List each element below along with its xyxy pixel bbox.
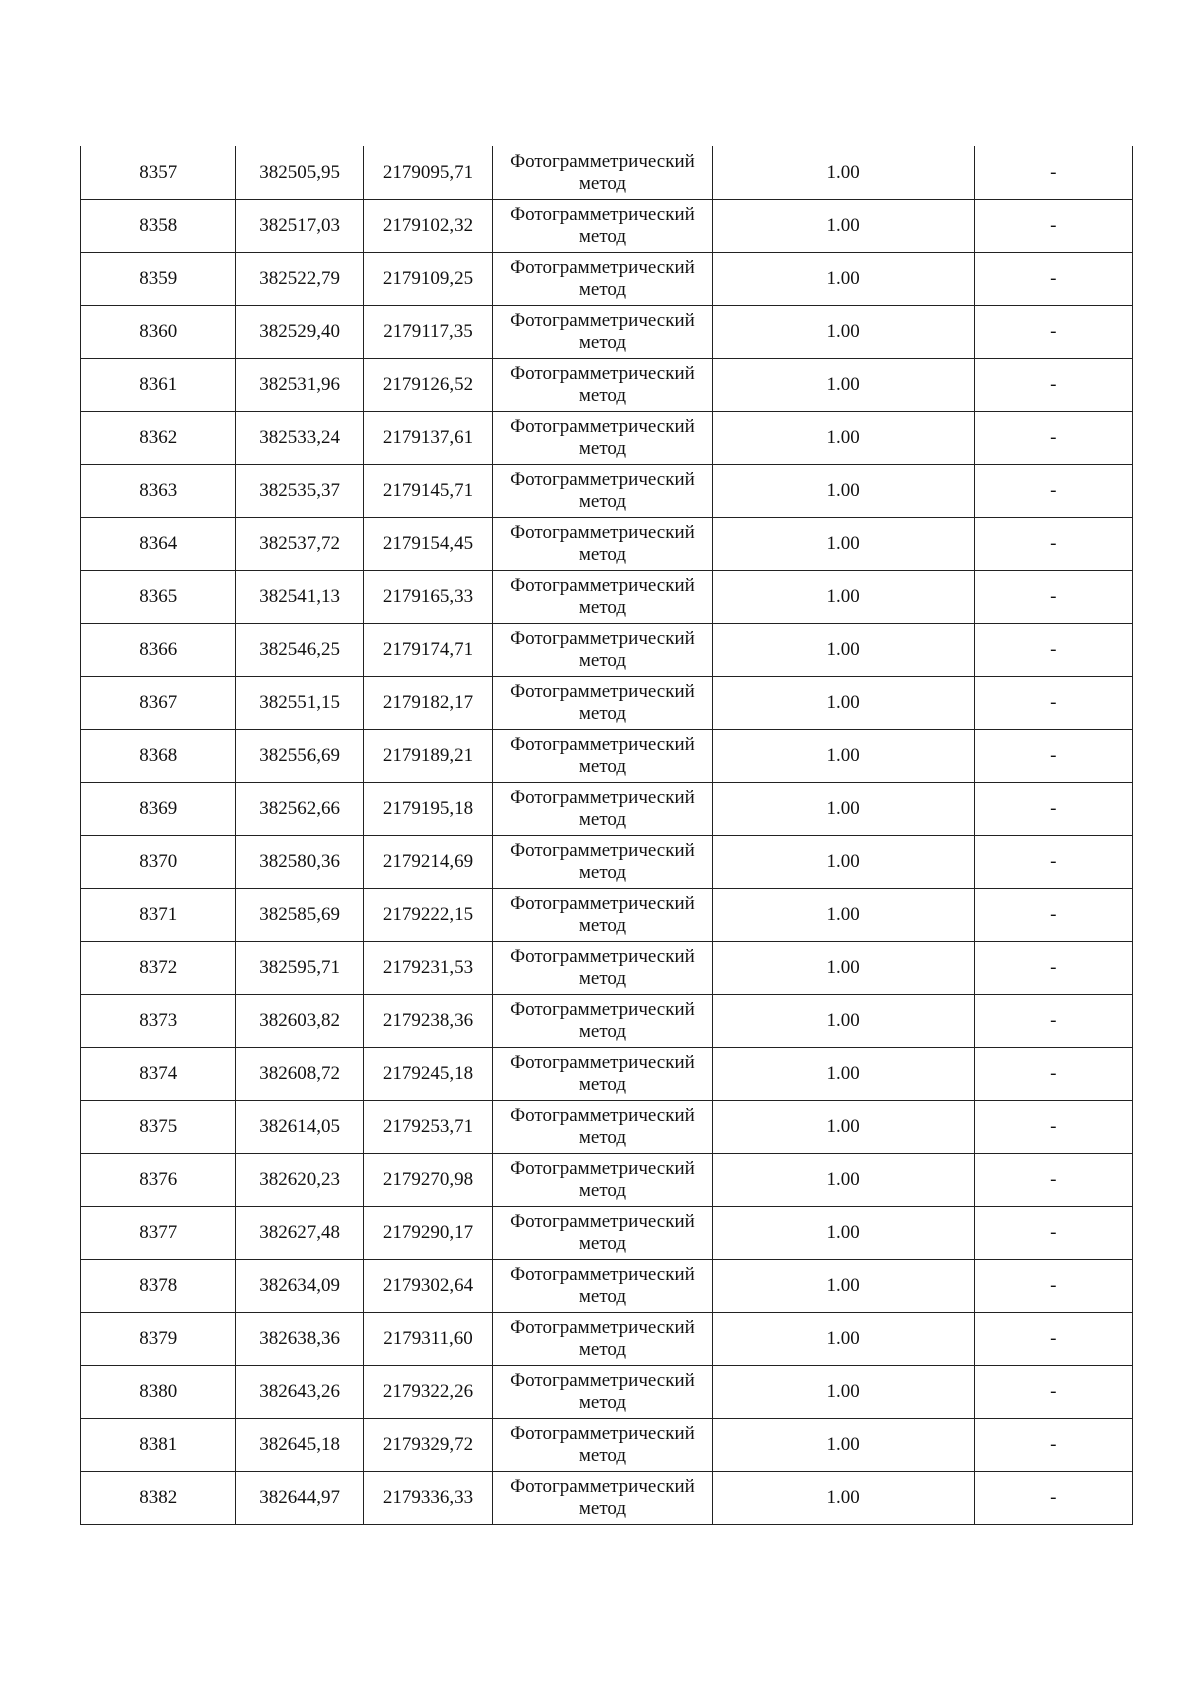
description-cell: - (974, 412, 1132, 465)
description-cell: - (974, 571, 1132, 624)
point-number-cell: 8369 (81, 783, 236, 836)
method-cell (493, 359, 713, 412)
y-coordinate-cell: 2179290,17 (363, 1207, 492, 1260)
method-line-2: метод (578, 1233, 627, 1254)
method-line-2: метод (578, 809, 627, 830)
table-row (81, 995, 1133, 1048)
table-row (81, 1313, 1133, 1366)
method-cell (493, 1154, 713, 1207)
point-number-cell: 8375 (81, 1101, 236, 1154)
accuracy-cell: 1.00 (712, 518, 974, 571)
method-line-1: Фотограмметрический (510, 1264, 695, 1285)
table-row (81, 1101, 1133, 1154)
accuracy-cell: 1.00 (712, 146, 974, 200)
method-cell (493, 146, 713, 200)
x-coordinate-cell: 382595,71 (236, 942, 363, 995)
method-cell (493, 995, 713, 1048)
description-cell: - (974, 1048, 1132, 1101)
x-coordinate-cell: 382627,48 (236, 1207, 363, 1260)
table-row (81, 836, 1133, 889)
y-coordinate-cell: 2179329,72 (363, 1419, 492, 1472)
method-line-2: метод (578, 544, 627, 565)
accuracy-cell: 1.00 (712, 465, 974, 518)
method-line-1: Фотограмметрический (510, 204, 695, 225)
point-number-cell: 8357 (81, 146, 236, 200)
point-number-cell: 8381 (81, 1419, 236, 1472)
method-line-2: метод (578, 172, 627, 194)
method-line-1: Фотограмметрический (510, 1158, 695, 1179)
point-number-cell: 8371 (81, 889, 236, 942)
point-number-cell: 8363 (81, 465, 236, 518)
x-coordinate-cell: 382551,15 (236, 677, 363, 730)
method-line-2: метод (578, 915, 627, 936)
y-coordinate-cell: 2179222,15 (363, 889, 492, 942)
point-number-cell: 8359 (81, 253, 236, 306)
table-row (81, 1419, 1133, 1472)
accuracy-cell: 1.00 (712, 253, 974, 306)
method-line-2: метод (578, 279, 627, 300)
x-coordinate-cell: 382537,72 (236, 518, 363, 571)
description-cell: - (974, 1419, 1132, 1472)
accuracy-cell: 1.00 (712, 1419, 974, 1472)
method-line-2: метод (578, 703, 627, 724)
y-coordinate-cell: 2179145,71 (363, 465, 492, 518)
table-row (81, 518, 1133, 571)
accuracy-cell: 1.00 (712, 1101, 974, 1154)
method-cell (493, 677, 713, 730)
table-row (81, 624, 1133, 677)
method-cell (493, 465, 713, 518)
point-number-cell: 8379 (81, 1313, 236, 1366)
method-line-1: Фотограмметрический (510, 150, 695, 172)
y-coordinate-cell: 2179336,33 (363, 1472, 492, 1525)
point-number-cell: 8367 (81, 677, 236, 730)
point-number-cell: 8362 (81, 412, 236, 465)
y-coordinate-cell: 2179137,61 (363, 412, 492, 465)
y-coordinate-cell: 2179311,60 (363, 1313, 492, 1366)
x-coordinate-cell: 382562,66 (236, 783, 363, 836)
point-number-cell: 8366 (81, 624, 236, 677)
accuracy-cell: 1.00 (712, 571, 974, 624)
y-coordinate-cell: 2179109,25 (363, 253, 492, 306)
y-coordinate-cell: 2179182,17 (363, 677, 492, 730)
method-line-1: Фотограмметрический (510, 893, 695, 914)
accuracy-cell: 1.00 (712, 836, 974, 889)
point-number-cell: 8380 (81, 1366, 236, 1419)
method-line-2: метод (578, 968, 627, 989)
point-number-cell: 8368 (81, 730, 236, 783)
accuracy-cell: 1.00 (712, 1260, 974, 1313)
method-line-2: метод (578, 1074, 627, 1095)
description-cell: - (974, 836, 1132, 889)
table-row (81, 942, 1133, 995)
y-coordinate-cell: 2179154,45 (363, 518, 492, 571)
method-cell (493, 1419, 713, 1472)
point-number-cell: 8364 (81, 518, 236, 571)
accuracy-cell: 1.00 (712, 1366, 974, 1419)
method-cell (493, 942, 713, 995)
method-line-1: Фотограмметрический (510, 681, 695, 702)
accuracy-cell: 1.00 (712, 200, 974, 253)
accuracy-cell: 1.00 (712, 624, 974, 677)
method-cell (493, 1048, 713, 1101)
accuracy-cell: 1.00 (712, 1154, 974, 1207)
accuracy-cell: 1.00 (712, 942, 974, 995)
y-coordinate-cell: 2179102,32 (363, 200, 492, 253)
x-coordinate-cell: 382546,25 (236, 624, 363, 677)
accuracy-cell: 1.00 (712, 412, 974, 465)
y-coordinate-cell: 2179165,33 (363, 571, 492, 624)
x-coordinate-cell: 382505,95 (236, 146, 363, 200)
accuracy-cell: 1.00 (712, 889, 974, 942)
accuracy-cell: 1.00 (712, 677, 974, 730)
method-line-1: Фотограмметрический (510, 734, 695, 755)
y-coordinate-cell: 2179238,36 (363, 995, 492, 1048)
point-number-cell: 8378 (81, 1260, 236, 1313)
table-row (81, 677, 1133, 730)
point-number-cell: 8374 (81, 1048, 236, 1101)
y-coordinate-cell: 2179095,71 (363, 146, 492, 200)
table-row (81, 1366, 1133, 1419)
method-line-1: Фотограмметрический (510, 946, 695, 967)
method-line-2: метод (578, 862, 627, 883)
method-line-1: Фотограмметрический (510, 1370, 695, 1391)
description-cell: - (974, 624, 1132, 677)
x-coordinate-cell: 382643,26 (236, 1366, 363, 1419)
table-row (81, 359, 1133, 412)
method-line-1: Фотограмметрический (510, 310, 695, 331)
method-cell (493, 1101, 713, 1154)
method-cell (493, 1260, 713, 1313)
description-cell: - (974, 1207, 1132, 1260)
point-number-cell: 8376 (81, 1154, 236, 1207)
point-number-cell: 8372 (81, 942, 236, 995)
table-row (81, 730, 1133, 783)
x-coordinate-cell: 382603,82 (236, 995, 363, 1048)
y-coordinate-cell: 2179126,52 (363, 359, 492, 412)
description-cell: - (974, 677, 1132, 730)
method-line-1: Фотограмметрический (510, 469, 695, 490)
description-cell: - (974, 518, 1132, 571)
method-cell (493, 836, 713, 889)
method-line-1: Фотограмметрический (510, 1105, 695, 1126)
accuracy-cell: 1.00 (712, 730, 974, 783)
method-cell (493, 1207, 713, 1260)
table-row (81, 200, 1133, 253)
x-coordinate-cell: 382535,37 (236, 465, 363, 518)
method-line-1: Фотограмметрический (510, 257, 695, 278)
x-coordinate-cell: 382556,69 (236, 730, 363, 783)
description-cell: - (974, 1366, 1132, 1419)
method-line-1: Фотограмметрический (510, 1476, 695, 1497)
method-line-1: Фотограмметрический (510, 628, 695, 649)
x-coordinate-cell: 382517,03 (236, 200, 363, 253)
table-row (81, 412, 1133, 465)
x-coordinate-cell: 382522,79 (236, 253, 363, 306)
accuracy-cell: 1.00 (712, 1313, 974, 1366)
x-coordinate-cell: 382529,40 (236, 306, 363, 359)
method-line-1: Фотограмметрический (510, 999, 695, 1020)
description-cell: - (974, 1154, 1132, 1207)
y-coordinate-cell: 2179302,64 (363, 1260, 492, 1313)
method-line-2: метод (578, 1127, 627, 1148)
table-row (81, 1048, 1133, 1101)
x-coordinate-cell: 382638,36 (236, 1313, 363, 1366)
description-cell: - (974, 359, 1132, 412)
table-row (81, 465, 1133, 518)
method-line-1: Фотограмметрический (510, 363, 695, 384)
method-line-2: метод (578, 332, 627, 353)
x-coordinate-cell: 382580,36 (236, 836, 363, 889)
y-coordinate-cell: 2179174,71 (363, 624, 492, 677)
method-line-2: метод (578, 1445, 627, 1466)
method-line-2: метод (578, 1286, 627, 1307)
accuracy-cell: 1.00 (712, 306, 974, 359)
method-line-1: Фотограмметрический (510, 787, 695, 808)
method-line-1: Фотограмметрический (510, 522, 695, 543)
table-row (81, 1260, 1133, 1313)
method-line-1: Фотограмметрический (510, 1423, 695, 1444)
method-line-2: метод (578, 1021, 627, 1042)
table-row (81, 1154, 1133, 1207)
method-line-1: Фотограмметрический (510, 1211, 695, 1232)
accuracy-cell: 1.00 (712, 783, 974, 836)
y-coordinate-cell: 2179253,71 (363, 1101, 492, 1154)
description-cell: - (974, 200, 1132, 253)
method-line-2: метод (578, 597, 627, 618)
point-number-cell: 8373 (81, 995, 236, 1048)
point-number-cell: 8360 (81, 306, 236, 359)
method-cell (493, 889, 713, 942)
x-coordinate-cell: 382614,05 (236, 1101, 363, 1154)
method-cell (493, 306, 713, 359)
method-line-2: метод (578, 1392, 627, 1413)
table-body (81, 146, 1133, 1525)
description-cell: - (974, 1313, 1132, 1366)
point-number-cell: 8382 (81, 1472, 236, 1525)
method-line-1: Фотограмметрический (510, 840, 695, 861)
y-coordinate-cell: 2179117,35 (363, 306, 492, 359)
method-line-1: Фотограмметрический (510, 575, 695, 596)
method-cell (493, 200, 713, 253)
description-cell: - (974, 995, 1132, 1048)
description-cell: - (974, 146, 1132, 200)
method-cell (493, 730, 713, 783)
accuracy-cell: 1.00 (712, 1472, 974, 1525)
description-cell: - (974, 783, 1132, 836)
method-line-2: метод (578, 438, 627, 459)
method-line-2: метод (578, 226, 627, 247)
method-line-1: Фотограмметрический (510, 1317, 695, 1338)
method-cell (493, 253, 713, 306)
table-row (81, 571, 1133, 624)
table-row (81, 1472, 1133, 1525)
accuracy-cell: 1.00 (712, 1048, 974, 1101)
method-line-2: метод (578, 1498, 627, 1519)
x-coordinate-cell: 382533,24 (236, 412, 363, 465)
x-coordinate-cell: 382608,72 (236, 1048, 363, 1101)
description-cell: - (974, 942, 1132, 995)
method-cell (493, 783, 713, 836)
accuracy-cell: 1.00 (712, 359, 974, 412)
y-coordinate-cell: 2179195,18 (363, 783, 492, 836)
method-line-2: метод (578, 1180, 627, 1201)
description-cell: - (974, 253, 1132, 306)
method-cell (493, 518, 713, 571)
method-line-1: Фотограмметрический (510, 1052, 695, 1073)
table-row (81, 783, 1133, 836)
point-number-cell: 8361 (81, 359, 236, 412)
method-cell (493, 412, 713, 465)
description-cell: - (974, 1260, 1132, 1313)
table-row (81, 253, 1133, 306)
method-line-2: метод (578, 491, 627, 512)
description-cell: - (974, 306, 1132, 359)
x-coordinate-cell: 382531,96 (236, 359, 363, 412)
x-coordinate-cell: 382585,69 (236, 889, 363, 942)
description-cell: - (974, 889, 1132, 942)
x-coordinate-cell: 382620,23 (236, 1154, 363, 1207)
method-cell (493, 1472, 713, 1525)
point-number-cell: 8358 (81, 200, 236, 253)
method-cell (493, 571, 713, 624)
method-line-2: метод (578, 1339, 627, 1360)
method-cell (493, 624, 713, 677)
description-cell: - (974, 1101, 1132, 1154)
method-line-2: метод (578, 756, 627, 777)
method-line-1: Фотограмметрический (510, 416, 695, 437)
description-cell: - (974, 730, 1132, 783)
point-number-cell: 8370 (81, 836, 236, 889)
x-coordinate-cell: 382645,18 (236, 1419, 363, 1472)
point-number-cell: 8365 (81, 571, 236, 624)
coordinates-table (80, 146, 1133, 1525)
y-coordinate-cell: 2179322,26 (363, 1366, 492, 1419)
y-coordinate-cell: 2179189,21 (363, 730, 492, 783)
y-coordinate-cell: 2179231,53 (363, 942, 492, 995)
description-cell: - (974, 1472, 1132, 1525)
table-row (81, 306, 1133, 359)
accuracy-cell: 1.00 (712, 995, 974, 1048)
table-row (81, 1207, 1133, 1260)
y-coordinate-cell: 2179214,69 (363, 836, 492, 889)
method-cell (493, 1366, 713, 1419)
point-number-cell: 8377 (81, 1207, 236, 1260)
y-coordinate-cell: 2179245,18 (363, 1048, 492, 1101)
table-row (81, 146, 1133, 200)
x-coordinate-cell: 382644,97 (236, 1472, 363, 1525)
method-line-2: метод (578, 385, 627, 406)
accuracy-cell: 1.00 (712, 1207, 974, 1260)
description-cell: - (974, 465, 1132, 518)
x-coordinate-cell: 382541,13 (236, 571, 363, 624)
method-cell (493, 1313, 713, 1366)
y-coordinate-cell: 2179270,98 (363, 1154, 492, 1207)
x-coordinate-cell: 382634,09 (236, 1260, 363, 1313)
table-row (81, 889, 1133, 942)
method-line-2: метод (578, 650, 627, 671)
